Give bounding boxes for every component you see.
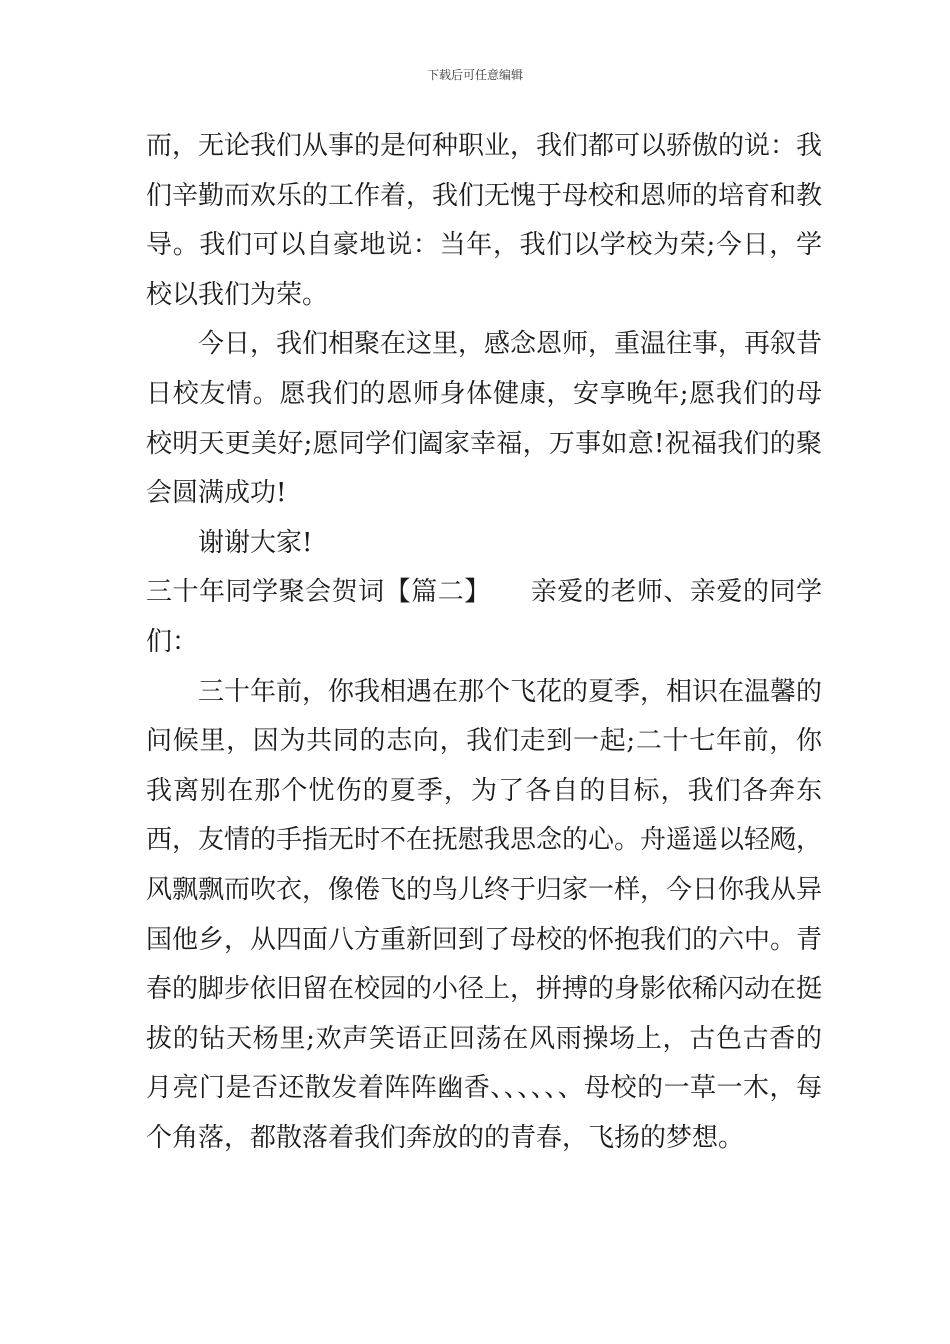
paragraph-gathering: 今日，我们相聚在这里，感念恩师，重温往事，再叙昔日校友情。愿我们的恩师身体健康，安享晚年;愿我们的母校明天更美好;愿同学们阖家幸福，万事如意!祝福我们的聚会圆满成功! [146,329,823,509]
paragraph-continuation: 而，无论我们从事的是何种职业，我们都可以骄傲的说：我们辛勤而欢乐的工作着，我们无愧于母校和恩师的培育和教导。我们可以自豪地说：当年，我们以学校为荣;今日，学校以我们为荣。 [146,131,823,310]
paragraph-memories: 三十年前，你我相遇在那个飞花的夏季，相识在温馨的问候里，因为共同的志向，我们走到一起;二十七年前，你我离别在那个忧伤的夏季，为了各自的目标，我们各奔东西，友情的手指无时不在抚慰我思念的心。舟遥遥以轻飏，风飘飘而吹衣，像倦飞的鸟儿终于归家一样，今日你我从异国他乡，从四面八方重新回到了母校的怀抱我们的六中。青春的脚步依旧留在校园的小径上，拼搏的身影依稀闪动在挺拔的钻天杨里;欢声笑语正回荡在风雨操场上，古色古香的月亮门是否还散发着阵阵幽香、、、、、、母校的一草一木，每个角落，都散落着我们奔放的的青春，飞扬的梦想。 [146,676,823,1153]
document-body [146,122,822,1163]
paragraph-thanks: 谢谢大家! [198,527,313,558]
page-header: 下载后可任意编辑 [426,68,523,82]
section-title-greeting: 三十年同学聚会贺词【篇二】 亲爱的老师、亲爱的同学们： [146,577,822,657]
